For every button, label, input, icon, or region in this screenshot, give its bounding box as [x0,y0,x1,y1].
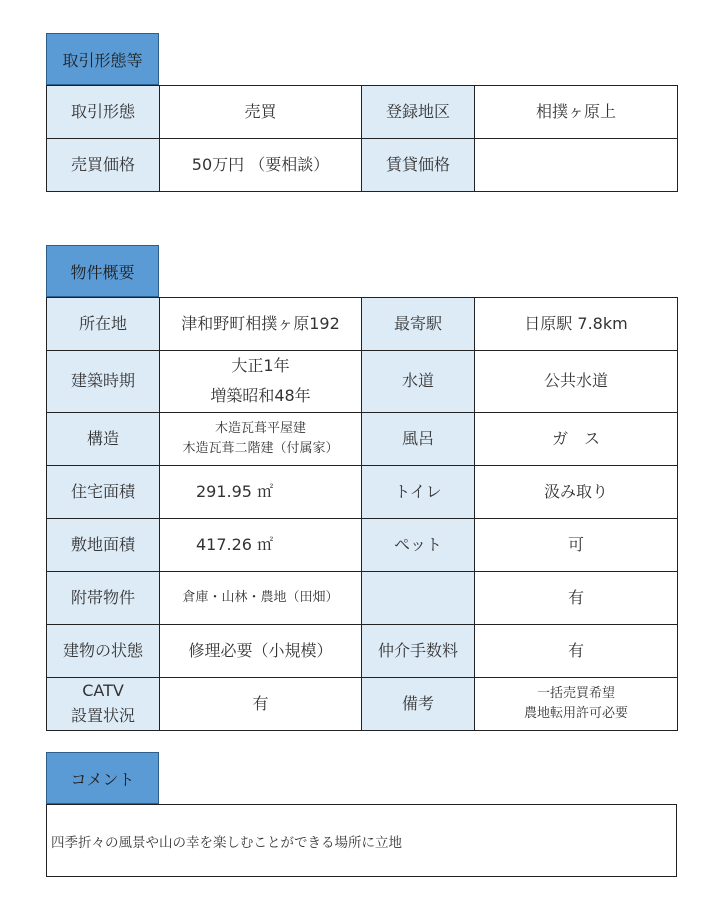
cell-text: 大正1年 [231,356,290,375]
cell-text: ガ ス [551,428,600,448]
table-row [47,86,678,139]
value-cell [475,298,678,351]
value-cell [475,465,678,518]
cell-text: 417.26 ㎡ [196,534,274,554]
value-cell [475,624,678,677]
cell-text: 有 [252,693,269,713]
label-cell: 最寄駅 [362,298,475,351]
value-cell [475,571,678,624]
table-row [47,465,678,518]
value-cell [160,677,362,730]
value-cell [475,518,678,571]
table-row [47,677,678,730]
comment-box [46,804,677,877]
cell-text: 汲み取り [543,481,608,501]
cell-text: 修理必要（小規模） [188,640,333,660]
cell-text: 農地転用許可必要 [523,705,628,721]
label-cell: 仲介手数料 [362,624,475,677]
label-cell: 住宅面積 [47,465,160,518]
cell-text: 増築昭和48年 [210,386,311,406]
table-row [47,624,678,677]
cell-text: 倉庫・山林・農地（田畑） [182,589,339,605]
section-title: 取引形態等 [62,50,143,70]
value-cell [475,677,678,730]
cell-text: 木造瓦葺平屋建 [214,420,306,436]
table-row [47,571,678,624]
label-cell: 附帯物件 [47,571,160,624]
label-cell: 備考 [362,677,475,730]
value-cell [160,518,362,571]
value-cell [475,139,678,192]
cell-text: 木造瓦葺二階建（付属家） [182,440,339,456]
label-cell: 所在地 [47,298,160,351]
value-cell: 50万円 （要相談） [160,139,362,192]
value-cell [475,351,678,413]
section-header-property [46,245,159,297]
section-title: コメント [70,769,135,789]
cell-text: 公共水道 [543,371,608,391]
cell-text: CATV [82,680,124,700]
comment-text: 四季折々の風景や山の幸を楽しむことができる場所に立地 [51,834,402,851]
label-cell: 風呂 [362,412,475,465]
label-cell [47,677,160,730]
cell-text: 設置状況 [70,705,135,725]
label-cell: 建物の状態 [47,624,160,677]
cell-text: 可 [567,534,584,554]
label-cell: トイレ [362,465,475,518]
value-cell [160,412,362,465]
table-row [47,139,678,192]
cell-text: 有 [567,587,584,607]
label-cell: 構造 [47,412,160,465]
label-cell: 取引形態 [47,86,160,139]
label-cell: 売買価格 [47,139,160,192]
label-cell: 登録地区 [362,86,475,139]
label-cell: 水道 [362,351,475,413]
label-cell: ペット [362,518,475,571]
value-cell [475,412,678,465]
cell-text: 291.95 ㎡ [196,481,274,501]
property-table [46,297,678,731]
label-cell [362,571,475,624]
cell-text: 一括売買希望 [536,685,615,701]
transaction-table [46,85,678,192]
cell-text: 津和野町相撲ヶ原192 [181,314,340,333]
value-cell [160,351,362,413]
section-header-transaction [46,33,159,85]
value-cell [160,571,362,624]
value-cell [160,465,362,518]
value-cell: 売買 [160,86,362,139]
value-cell [160,298,362,351]
table-row [47,412,678,465]
cell-text: 有 [567,640,584,660]
value-cell [160,624,362,677]
label-cell: 敷地面積 [47,518,160,571]
section-header-comment [46,752,159,804]
label-cell: 建築時期 [47,351,160,413]
table-row [47,351,678,413]
section-title: 物件概要 [70,262,135,282]
cell-text: 日原駅 7.8km [524,314,628,333]
value-cell: 相撲ヶ原上 [475,86,678,139]
label-cell: 賃貸価格 [362,139,475,192]
table-row [47,518,678,571]
table-row [47,298,678,351]
